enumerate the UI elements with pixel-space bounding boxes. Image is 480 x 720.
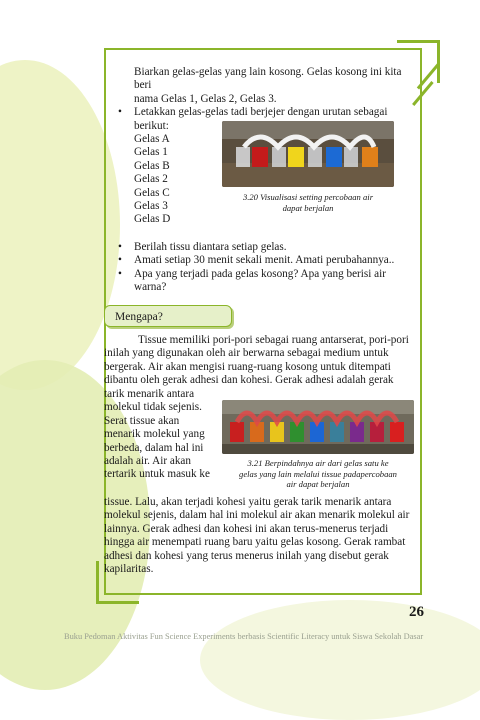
background-shape bbox=[200, 600, 480, 720]
paragraph: tissue. Lalu, akan terjadi kohesi yaitu gerak tarik menarik antara molekul sejenis, dalam hal ini molekul air akan menarik molekul air lainnya. Gerak adhesi dan kohesi ini akan terus-menerus terjadi hingga air menempati ruang baru yaitu gelas kosong. Gerak rambat adhesi dan kohesi yang terus menerus inilah yang disebut gerak kapilaritas. bbox=[104, 496, 410, 576]
list-item: • Letakkan gelas-gelas tadi berjejer dengan urutan sebagai berikut: bbox=[134, 106, 414, 133]
background-shape bbox=[0, 60, 120, 390]
list-item: • Amati setiap 30 menit sekali menit. Amati perubahannya.. bbox=[134, 254, 414, 267]
list-item: Gelas C bbox=[134, 186, 170, 199]
capillary-result-photo bbox=[222, 400, 414, 454]
intro-line: Biarkan gelas-gelas yang lain kosong. Gelas kosong ini kita beri bbox=[134, 66, 402, 92]
list-item: Gelas 3 bbox=[134, 199, 168, 212]
list-item: Gelas 1 bbox=[134, 146, 168, 159]
figure-caption: 3.21 Berpindahnya air dari gelas satu ke gelas yang lain melalui tissue padapercobaan air dapat berjalan bbox=[239, 458, 397, 490]
bullet-list-bottom bbox=[104, 241, 414, 281]
list-item: • Berilah tissu diantara setiap gelas. bbox=[134, 241, 414, 254]
paragraph-side-column: tarik menarik antara molekul tidak sejenis. Serat tissue akan menarik molekul yang berbeda, dalam hal ini adalah air. Air akan tertarik untuk masuk ke bbox=[104, 388, 210, 481]
figure-caption: 3.20 Visualisasi setting percobaan air dapat berjalan bbox=[242, 192, 374, 213]
page-footer: Buku Pedoman Aktivitas Fun Science Experiments berbasis Scientific Literacy untuk Siswa Sekolah Dasar bbox=[64, 632, 424, 641]
list-item-continuation: warna? bbox=[134, 280, 167, 293]
list-item: Gelas B bbox=[134, 159, 170, 172]
experiment-setup-photo bbox=[222, 121, 394, 187]
section-heading: Mengapa? bbox=[104, 305, 232, 327]
list-item: Gelas 2 bbox=[134, 173, 168, 186]
list-item: Gelas A bbox=[134, 133, 170, 146]
list-item: • Apa yang terjadi pada gelas kosong? Apa yang berisi air bbox=[134, 268, 414, 281]
list-item: Gelas D bbox=[134, 213, 171, 226]
intro-line: nama Gelas 1, Gelas 2, Gelas 3. bbox=[134, 92, 277, 105]
page-number: 26 bbox=[409, 604, 424, 620]
paragraph: Tissue memiliki pori-pori sebagai ruang antarserat, pori-pori inilah yang digunakan oleh air berwarna sebagai medium untuk bergerak. Air akan mengisi ruang-ruang kosong untuk ditempati dibantu oleh gerak adhesi dan kohesi. Gerak adhesi adalah gerak bbox=[104, 334, 409, 387]
